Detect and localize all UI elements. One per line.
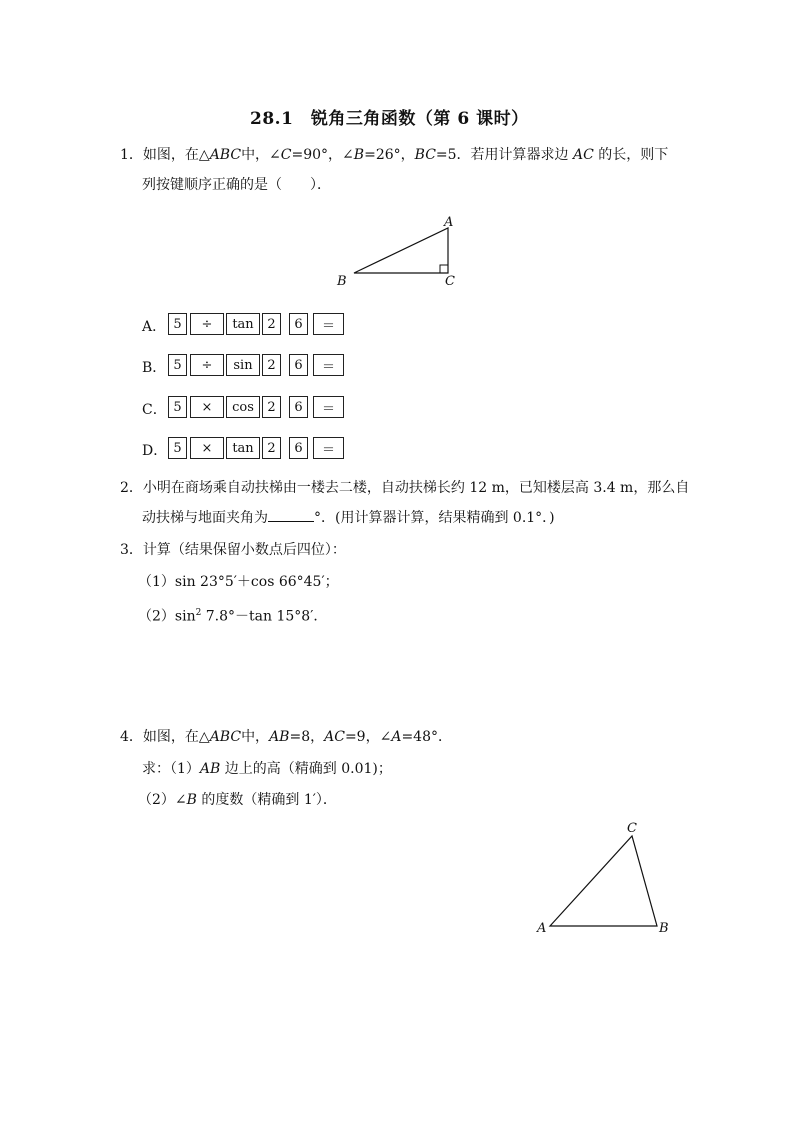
q3-sub1: （1）sin 23°5′＋cos 66°45′； [138, 574, 339, 590]
q4-label-a: A [537, 921, 547, 936]
page-title: 28.1 锐角三角函数（第 6 课时） [250, 109, 529, 129]
key-tan: tan [226, 313, 260, 335]
q1-angle-b: B [353, 147, 365, 163]
q3-sub2 [138, 603, 327, 627]
q4-label-c: C [627, 821, 637, 836]
q1-text: =5．若用计算器求边 [435, 147, 573, 163]
q4-label-b: B [659, 921, 669, 936]
q4-text: 的度数（精确到 1′）． [196, 792, 337, 808]
q4-triangle-name: ABC [209, 729, 242, 745]
key-6: 6 [289, 354, 308, 376]
q1-angle-c: C [280, 147, 292, 163]
q3-text: 7.8°－tan 15°8′． [201, 608, 328, 625]
q4-stem-line1 [120, 727, 452, 747]
q4-text: 求：（1） [142, 761, 200, 777]
q1-triangle-name: ABC [209, 147, 242, 163]
key-2: 2 [262, 396, 281, 418]
q2-stem-line2 [142, 507, 555, 528]
key-6: 6 [289, 313, 308, 335]
key-5: 5 [168, 396, 187, 418]
q1-text: =26°， [364, 147, 415, 163]
key-divide: ÷ [190, 313, 224, 335]
q4-requirement-2 [138, 790, 337, 810]
key-equals: ＝ [313, 437, 344, 459]
key-equals: ＝ [313, 313, 344, 335]
key-multiply: × [190, 396, 224, 418]
q4-triangle [550, 836, 657, 926]
q4-text: =48°． [401, 729, 452, 745]
key-cos: cos [226, 396, 260, 418]
q3-exponent: 2 [195, 608, 202, 618]
q1-label-c: C [445, 274, 455, 289]
q3-text: （2）sin [138, 608, 196, 625]
q4-text: =8， [289, 729, 325, 745]
key-6: 6 [289, 396, 308, 418]
q1-label-b: B [337, 274, 347, 289]
q4-angle-b: B [186, 792, 197, 808]
option-d-letter: D． [142, 443, 168, 459]
q4-text: （2）∠ [138, 792, 187, 808]
q1-triangle [354, 228, 448, 273]
key-multiply: × [190, 437, 224, 459]
q4-angle-a: A [391, 729, 402, 745]
q2-answer-blank[interactable] [268, 507, 314, 522]
q4-side-ac: AC [324, 729, 345, 745]
q3-stem: 3．计算（结果保留小数点后四位）： [120, 542, 346, 558]
q1-side-ac: AC [573, 147, 594, 163]
q1-triangle-figure [330, 208, 470, 292]
q2-text: °．(用计算器计算，结果精确到 0.1°．) [314, 510, 555, 526]
q4-text: 4．如图，在△ [120, 729, 210, 745]
key-equals: ＝ [313, 396, 344, 418]
q1-stem-line1 [120, 145, 668, 165]
key-equals: ＝ [313, 354, 344, 376]
key-2: 2 [262, 354, 281, 376]
q2-stem-line1: 2．小明在商场乘自动扶梯由一楼去二楼，自动扶梯长约 12 m，已知楼层高 3.4 m，那么自 [120, 480, 690, 496]
q1-side-bc: BC [414, 147, 436, 163]
key-divide: ÷ [190, 354, 224, 376]
q4-side-ab: AB [199, 761, 221, 777]
q4-text: =9，∠ [344, 729, 392, 745]
q4-requirement-1 [142, 759, 392, 779]
q1-text: =90°，∠ [291, 147, 354, 163]
q4-text: 中， [241, 729, 270, 745]
q1-stem-line2: 列按键顺序正确的是（ ）． [142, 177, 331, 193]
q2-text: 动扶梯与地面夹角为 [142, 510, 268, 526]
option-c-letter: C． [142, 402, 167, 418]
key-6: 6 [289, 437, 308, 459]
q1-right-angle-mark [440, 265, 448, 273]
q4-side-ab: AB [269, 729, 290, 745]
key-2: 2 [262, 313, 281, 335]
key-2: 2 [262, 437, 281, 459]
q1-text: 中，∠ [241, 147, 281, 163]
key-5: 5 [168, 354, 187, 376]
q1-text: 1．如图，在△ [120, 147, 210, 163]
key-tan: tan [226, 437, 260, 459]
q1-label-a: A [444, 215, 454, 230]
key-5: 5 [168, 437, 187, 459]
option-a-letter: A． [142, 319, 167, 335]
q4-triangle-figure [530, 818, 680, 940]
key-5: 5 [168, 313, 187, 335]
option-b-letter: B． [142, 360, 167, 376]
q1-text: 的长，则下 [593, 147, 669, 163]
key-sin: sin [226, 354, 260, 376]
q4-text: 边上的高（精确到 0.01)； [220, 761, 392, 777]
